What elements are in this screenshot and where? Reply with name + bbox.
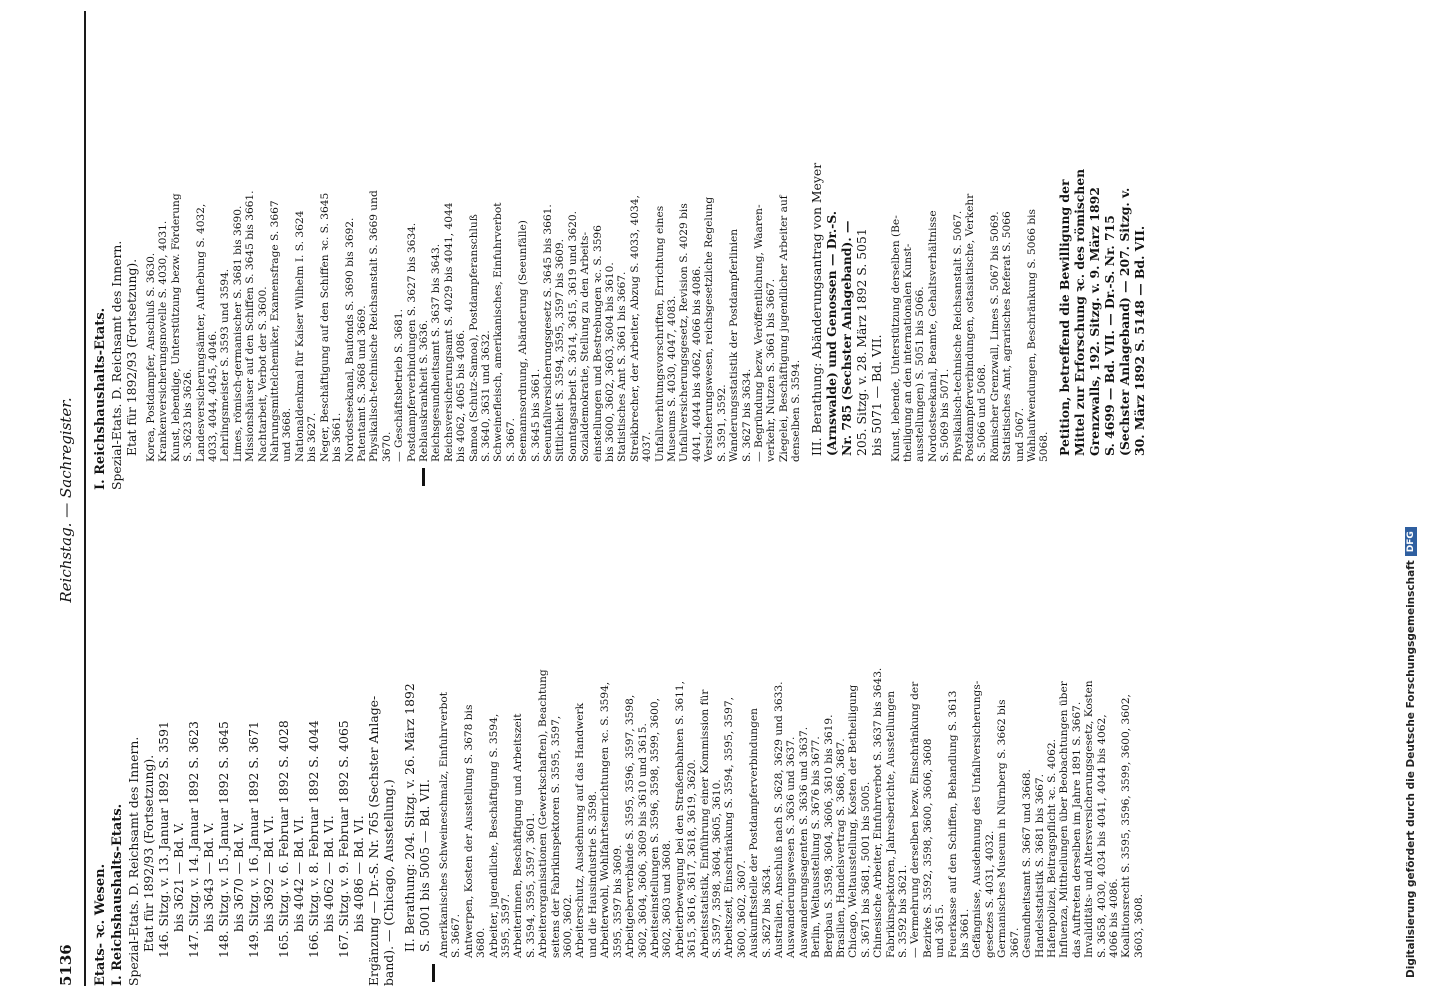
index-line: S. 3667. <box>504 418 517 462</box>
index-line: Wahlaufwendungen, Beschränkung S. 5066 bis <box>1026 209 1038 462</box>
index-line: Spezial-Etats. D. Reichsamt des Innern. <box>109 240 124 490</box>
index-line: Römischer Grenzwall, Limes S. 5067 bis 5069. <box>988 211 1001 462</box>
index-line: Etat für 1892/93 (Fortsetzung). <box>141 754 156 952</box>
index-line: Physikalisch-technische Reichsanstalt S. 5067. <box>951 210 964 462</box>
index-line: S. 3591, 3592. <box>715 384 728 462</box>
index-line: Versicherungswesen, reichsgesetzliche Regelung <box>703 196 716 462</box>
index-line: Berlin, Weltausstellung S. 3676 bis 3677. <box>810 736 823 958</box>
index-line: Patentamt S. 3668 und 3669. <box>355 305 368 462</box>
index-line: Etats- ꝛc. Wesen. <box>93 863 108 986</box>
index-line: Auswanderungswesen S. 3636 und 3637. <box>785 736 798 958</box>
index-line: denselben S. 3594. <box>790 359 803 462</box>
index-line: das Auftreten derselben im Jahre 1891 S. 3667. <box>1070 701 1083 958</box>
section-dash-left <box>432 964 435 982</box>
index-line: (Arnswalde) und Genossen — Dr.-S. <box>823 210 839 456</box>
index-line: S. 3594, 3595, 3597, 3601. <box>524 812 537 958</box>
index-line: und 3615. <box>934 903 947 958</box>
dfg-logo: DFG <box>1405 527 1417 556</box>
index-line: 3595, 3597. <box>500 893 513 958</box>
index-line: Grenzwalls, 192. Sitzg. v. 9. März 1892 <box>1086 187 1102 456</box>
index-line: 30. März 1892 S. 5148 — Bd. VII. <box>1131 225 1147 456</box>
index-line: I. Reichshaushalts-Etats. <box>93 307 108 490</box>
index-line: Koalitionsrecht S. 3595, 3596, 3599, 3600, 3602, <box>1120 694 1133 958</box>
index-line: band). — (Chicago, Ausstellung.) <box>381 779 396 986</box>
index-line: 4066 bis 4086. <box>1107 878 1120 958</box>
index-line: Postdampferverbindungen, ostasiatische, Verkehr <box>963 193 976 462</box>
index-line: Nachtarbeit, Verbot der S. 3600. <box>256 286 269 462</box>
index-line: S. 3627 bis 3634. <box>740 368 753 462</box>
index-column-left <box>92 502 1145 986</box>
index-line: Neger, Beschäftigung auf den Schiffen ꝛc. S. 3645 <box>318 192 331 462</box>
index-line: Arbeiterorganisationen (Gewerkschaften), Beachtung <box>537 669 550 958</box>
index-line: S. 3667. <box>450 914 463 958</box>
index-line: 167. Sitzg. v. 9. Februar 1892 S. 4065 <box>336 720 351 958</box>
index-line: 146. Sitzg. v. 13. Januar 1892 S. 3591 <box>156 721 171 958</box>
index-line: bis 4086 — Bd. VI. <box>351 815 366 932</box>
index-line: Arbeiterschutz, Ausdehnung auf das Handwerk <box>574 702 587 958</box>
index-line: 148. Sitzg. v. 15. Januar 1892 S. 3645 <box>216 721 231 958</box>
index-line: III. Berathung: Abänderungsantrag von Meyer <box>808 162 824 456</box>
index-line: Samoa (Schutz-Samoa), Postdampferanschluß <box>467 214 480 462</box>
index-line: Ergänzung — Dr.-S. Nr. 765 (Sechster Anlage- <box>366 695 381 986</box>
index-line: Antwerpen, Kosten der Ausstellung S. 3678 bis <box>462 704 475 958</box>
index-line: Museums S. 4030, 4047, 4083. <box>666 295 679 462</box>
index-line: S. 3671 bis 3681, 5001 bis 5005. <box>859 781 872 958</box>
index-line: Arbeiter, jugendliche, Beschäftigung S. 3594, <box>487 713 500 958</box>
index-line: bis 4062 — Bd. VI. <box>321 815 336 932</box>
index-line: Unfallverhütungsvorschriften, Errichtung eines <box>653 205 666 462</box>
index-line: Lehrlingsmeister S. 3593 und 3594. <box>219 268 232 462</box>
index-line: 149. Sitzg. v. 16. Januar 1892 S. 3671 <box>246 721 261 958</box>
index-line: bis 3627. <box>306 412 319 462</box>
index-line: 3615, 3616, 3617, 3618, 3619, 3620. <box>686 759 699 958</box>
index-line: Sozialdemokratie, Stellung zu den Arbeits- <box>579 231 592 462</box>
index-line: S. 3640, 3631 und 3632. <box>479 330 492 462</box>
index-line: Bergbau S. 3598, 3604, 3606, 3610 bis 3619. <box>822 714 835 958</box>
index-line: 147. Sitzg. v. 14. Januar 1892 S. 3623 <box>186 721 201 958</box>
index-line: Nahrungsmittelchemiker, Examensfrage S. 3667 <box>269 200 282 462</box>
index-line: Arbeitszeit, Einschränkung S. 3594, 3595, 3597, <box>723 697 736 958</box>
index-line: bis 3661. <box>959 908 972 958</box>
index-line: Physikalisch-technische Reichsanstalt S. 3669 und <box>368 190 381 462</box>
index-line: 3603, 3608. <box>1132 893 1145 958</box>
index-line: Etat für 1892/93 (Fortsetzung). <box>124 258 139 456</box>
index-line: Invaliditäts- und Altersversicherungsgesetz, Kosten <box>1083 680 1096 958</box>
index-line: 3600, 3602, 3607. <box>735 860 748 958</box>
index-line: Australien, Anschluß nach S. 3628, 3629 und 3633. <box>772 681 785 958</box>
index-line: Petition, betreffend die Bewilligung der <box>1056 179 1072 456</box>
index-line: — Vermehrung derselben bezw. Einschränkung der <box>909 681 922 958</box>
index-line: Auskunftsstelle der Postdampferverbindungen <box>748 707 761 958</box>
index-line: Nr. 785 (Sechster Anlageband). — <box>838 220 854 456</box>
index-line: 3667. <box>1008 927 1021 958</box>
index-line: Landesversicherungsämter, Aufhebung S. 4032, <box>194 203 207 462</box>
index-line: S. 3592 bis 3621. <box>897 864 910 958</box>
index-line: bis 3600, 3602, 3603, 3604 bis 3610. <box>604 262 617 462</box>
index-line: bis 4062, 4065 bis 4086. <box>455 329 468 462</box>
index-line: Limes, römisch-germanischer S. 3681 bis 3690. <box>231 205 244 462</box>
index-line: und 5067. <box>1013 407 1026 462</box>
index-line: Arbeiterwohl, Wohlfahrtseinrichtungen ꝛc. S. 3594, <box>599 681 612 958</box>
index-line: Brasilien, Handelsvertrag S. 3686, 3687. <box>835 738 847 958</box>
digitization-credit <box>1400 0 1422 978</box>
index-line: Germanisches Museum in Nürnberg S. 3662 bis <box>996 699 1009 958</box>
index-line: bis 5071 — Bd. VII. <box>868 334 884 456</box>
index-line: bis 3643 — Bd. V. <box>201 822 216 932</box>
index-line: S. 3658, 4030, 4034 bis 4041, 4044 bis 4062, <box>1095 714 1108 958</box>
index-line: bis 4042 — Bd. VI. <box>291 815 306 932</box>
index-line: Chicago, Weltausstellung, Kosten der Betheiligung <box>847 684 860 958</box>
index-line: Ziegelei, Beschäftigung jugendlicher Arbeiter auf <box>777 195 790 462</box>
index-line: — Geschäftsbetrieb S. 3681. <box>393 309 406 462</box>
index-line: seitens der Fabrikinspektoren S. 3595, 3597, <box>549 715 562 958</box>
index-line: 3670. <box>380 431 393 462</box>
index-line: Arbeitseinstellungen S. 3596, 3598, 3599, 3600, <box>648 698 661 958</box>
index-line: und 3668. <box>281 407 294 462</box>
index-line: Kunst, lebendige, Unterstützung bezw. Förderung <box>169 193 182 462</box>
index-line: Reichsversicherungsamt S. 4029 bis 4041, 4044 <box>442 202 455 462</box>
index-line: Postdampferverbindungen S. 3627 bis 3634. <box>405 222 418 462</box>
index-line: Nationaldenkmal für Kaiser Wilhelm I. S. 3624 <box>293 210 306 462</box>
index-line: Arbeitsstatistik, Einführung einer Kommission für <box>698 689 711 958</box>
index-line: Sonntagsarbeit S. 3614, 3615, 3619 und 3620. <box>566 211 579 462</box>
index-line: S. 5069 bis 5071. <box>939 368 952 462</box>
index-line: S. 5001 bis 5005 — Bd. VII. <box>417 779 432 952</box>
index-line: und die Hausindustrie S. 3598. <box>586 791 599 958</box>
index-line: 165. Sitzg. v. 6. Februar 1892 S. 4028 <box>276 720 291 958</box>
index-line: — Begründung bezw. Veröffentlichung, Waaren- <box>752 204 765 462</box>
index-line: 4033, 4044, 4045, 4046. <box>207 330 220 462</box>
index-line: II. Berathung: 204. Sitzg. v. 26. März 1892 <box>402 683 417 952</box>
index-line: Unfallversicherungsgesetz, Revision S. 4029 bis <box>678 203 691 462</box>
section-dash-right <box>422 468 425 486</box>
index-line: Seeunfallversicherungsgesetz S. 3645 bis 3661. <box>542 204 554 462</box>
page-number: 5136 <box>57 944 75 986</box>
index-line: Statistisches Amt S. 3661 bis 3667. <box>616 271 629 462</box>
index-line: S. 3623 bis 3626. <box>182 368 195 462</box>
index-line: Missionshäuser auf den Schiffen S. 3645 bis 3661. <box>244 190 257 462</box>
index-line: Handelsstatistik S. 3681 bis 3667. <box>1033 773 1046 958</box>
index-line: Sittlichkeit S. 3594, 3595, 3597 bis 3609. <box>554 238 567 462</box>
page-header-title: Reichstag. — Sachregister. <box>57 397 75 603</box>
index-line: Arbeiterinnen, Beschäftigung und Arbeitszeit <box>512 713 525 958</box>
index-line: 5068. <box>1038 431 1051 462</box>
index-line: Gefängnisse, Ausdehnung des Unfallversicherungs- <box>971 680 984 958</box>
index-line: Bezirke S. 3592, 3598, 3600, 3606, 3608 <box>921 738 934 958</box>
index-line: 3602, 3604, 3606, 3609 bis 3610 und 3615. <box>636 723 649 958</box>
index-line: Mittel zur Erforschung ꝛc. des römischen <box>1071 168 1087 456</box>
index-line: Kunst, lebende, Unterstützung derselben (Be- <box>889 215 902 462</box>
index-line: Chinesische Arbeiter, Einfuhrverbot S. 3637 bis 3643. <box>872 667 885 958</box>
index-line: Streikbrecher, der Arbeiter, Abzug S. 4033, 4034, <box>628 195 641 462</box>
index-line: Hafenpolizei, Beitragspflicht ꝛc. S. 4062. <box>1045 738 1058 958</box>
index-line: gesetzes S. 4031, 4032. <box>983 830 996 958</box>
index-line: S. 3645 bis 3661. <box>529 368 542 462</box>
index-line: Krankenversicherungsnovelle S. 4030, 4031. <box>157 220 170 462</box>
index-line: theiligung an den internationalen Kunst- <box>901 243 914 462</box>
index-line: Korea, Postdampfer, Anschluß S. 3630. <box>145 252 157 462</box>
index-line: ausstellungen) S. 5051 bis 5066. <box>914 286 927 462</box>
index-line: S. 3597, 3598, 3604, 3605, 3610. <box>710 779 723 958</box>
index-line: bis 3661. <box>331 412 344 462</box>
index-line: Nordostseekanal, Beamte, Gehaltsverhältnisse <box>926 210 939 462</box>
index-line: Seemannsordnung, Abänderung (Seeunfälle) <box>517 220 530 462</box>
index-line: 3602, 3603 und 3608. <box>661 839 674 958</box>
index-line: Nordostseekanal, Baufonds S. 3690 bis 3692. <box>343 217 356 462</box>
index-line: 3600, 3602. <box>562 893 575 958</box>
index-line: Arbeitgeberverbände S. 3595, 3596, 3597, 3598, <box>624 694 637 958</box>
index-line: 166. Sitzg. v. 8. Februar 1892 S. 4044 <box>306 720 321 958</box>
index-line: bis 3621 — Bd. V. <box>171 822 186 932</box>
index-column-right <box>92 12 1147 490</box>
index-line: Spezial-Etats. D. Reichsamt des Innern. <box>126 736 141 986</box>
index-line: I. Reichshaushalts-Etats. <box>110 803 125 986</box>
index-line: S. 5066 und 5068. <box>976 363 989 462</box>
index-line: S. 4699 — Bd. VII. — Dr.-S. Nr. 715 <box>1101 215 1117 456</box>
index-line: 3680. <box>475 927 488 958</box>
index-line: 205. Sitzg. v. 28. März 1892 S. 5051 <box>853 228 869 456</box>
digitization-credit-text: Digitalisierung gefördert durch die Deutsche Forschungsgemeinschaft <box>1405 560 1417 978</box>
index-line: 3595, 3597 bis 3609. <box>611 844 624 958</box>
index-line: (Sechster Anlageband) — 207. Sitzg. v. <box>1116 187 1132 456</box>
digitization-credit-strip <box>1400 10 1426 1000</box>
index-line: Feuerkasse auf den Schiffen, Behandlung S. 3613 <box>946 690 959 958</box>
index-line: Auswanderungsagenten S. 3636 und 3637. <box>797 726 810 958</box>
header-rule <box>84 11 86 986</box>
index-line: Statistisches Amt, agrarisches Referat S. 5066 <box>1001 211 1014 462</box>
index-line: einstellungen und Bestrebungen ꝛc. S. 3596 <box>591 225 604 462</box>
index-line: bis 3692 — Bd. VI. <box>261 815 276 932</box>
index-line: 4037. <box>641 431 654 462</box>
index-line: Amerikanisches Schweineschmalz, Einfuhrverbot <box>438 691 450 958</box>
index-line: Reichsgesundheitsamt S. 3637 bis 3643. <box>430 243 443 462</box>
index-line: Schweinefleisch, amerikanisches, Einfuhrverbot <box>492 202 505 462</box>
index-line: Arbeiterbewegung bei den Straßenbahnen S. 3611, <box>673 681 686 958</box>
index-line: verkehr, Nutzen S. 3661 bis 3667. <box>765 278 778 462</box>
index-line: Wanderungsstatistik der Postdampferlinien <box>728 228 741 462</box>
index-line: Fabrikinspektoren, Jahresberichte, Ausstellungen <box>884 690 897 958</box>
index-line: 4041, 4044 bis 4062, 4066 bis 4086. <box>690 265 703 462</box>
index-line: Reblauskrankheit S. 3636. <box>417 319 430 462</box>
index-line: Gesundheitsamt S. 3667 und 3668. <box>1021 769 1034 958</box>
index-line: S. 3627 bis 3634. <box>760 864 773 958</box>
index-line: bis 3670 — Bd. V. <box>231 822 246 932</box>
index-line: Influenza, Mittheilungen über Beobachtungen über <box>1058 681 1071 958</box>
